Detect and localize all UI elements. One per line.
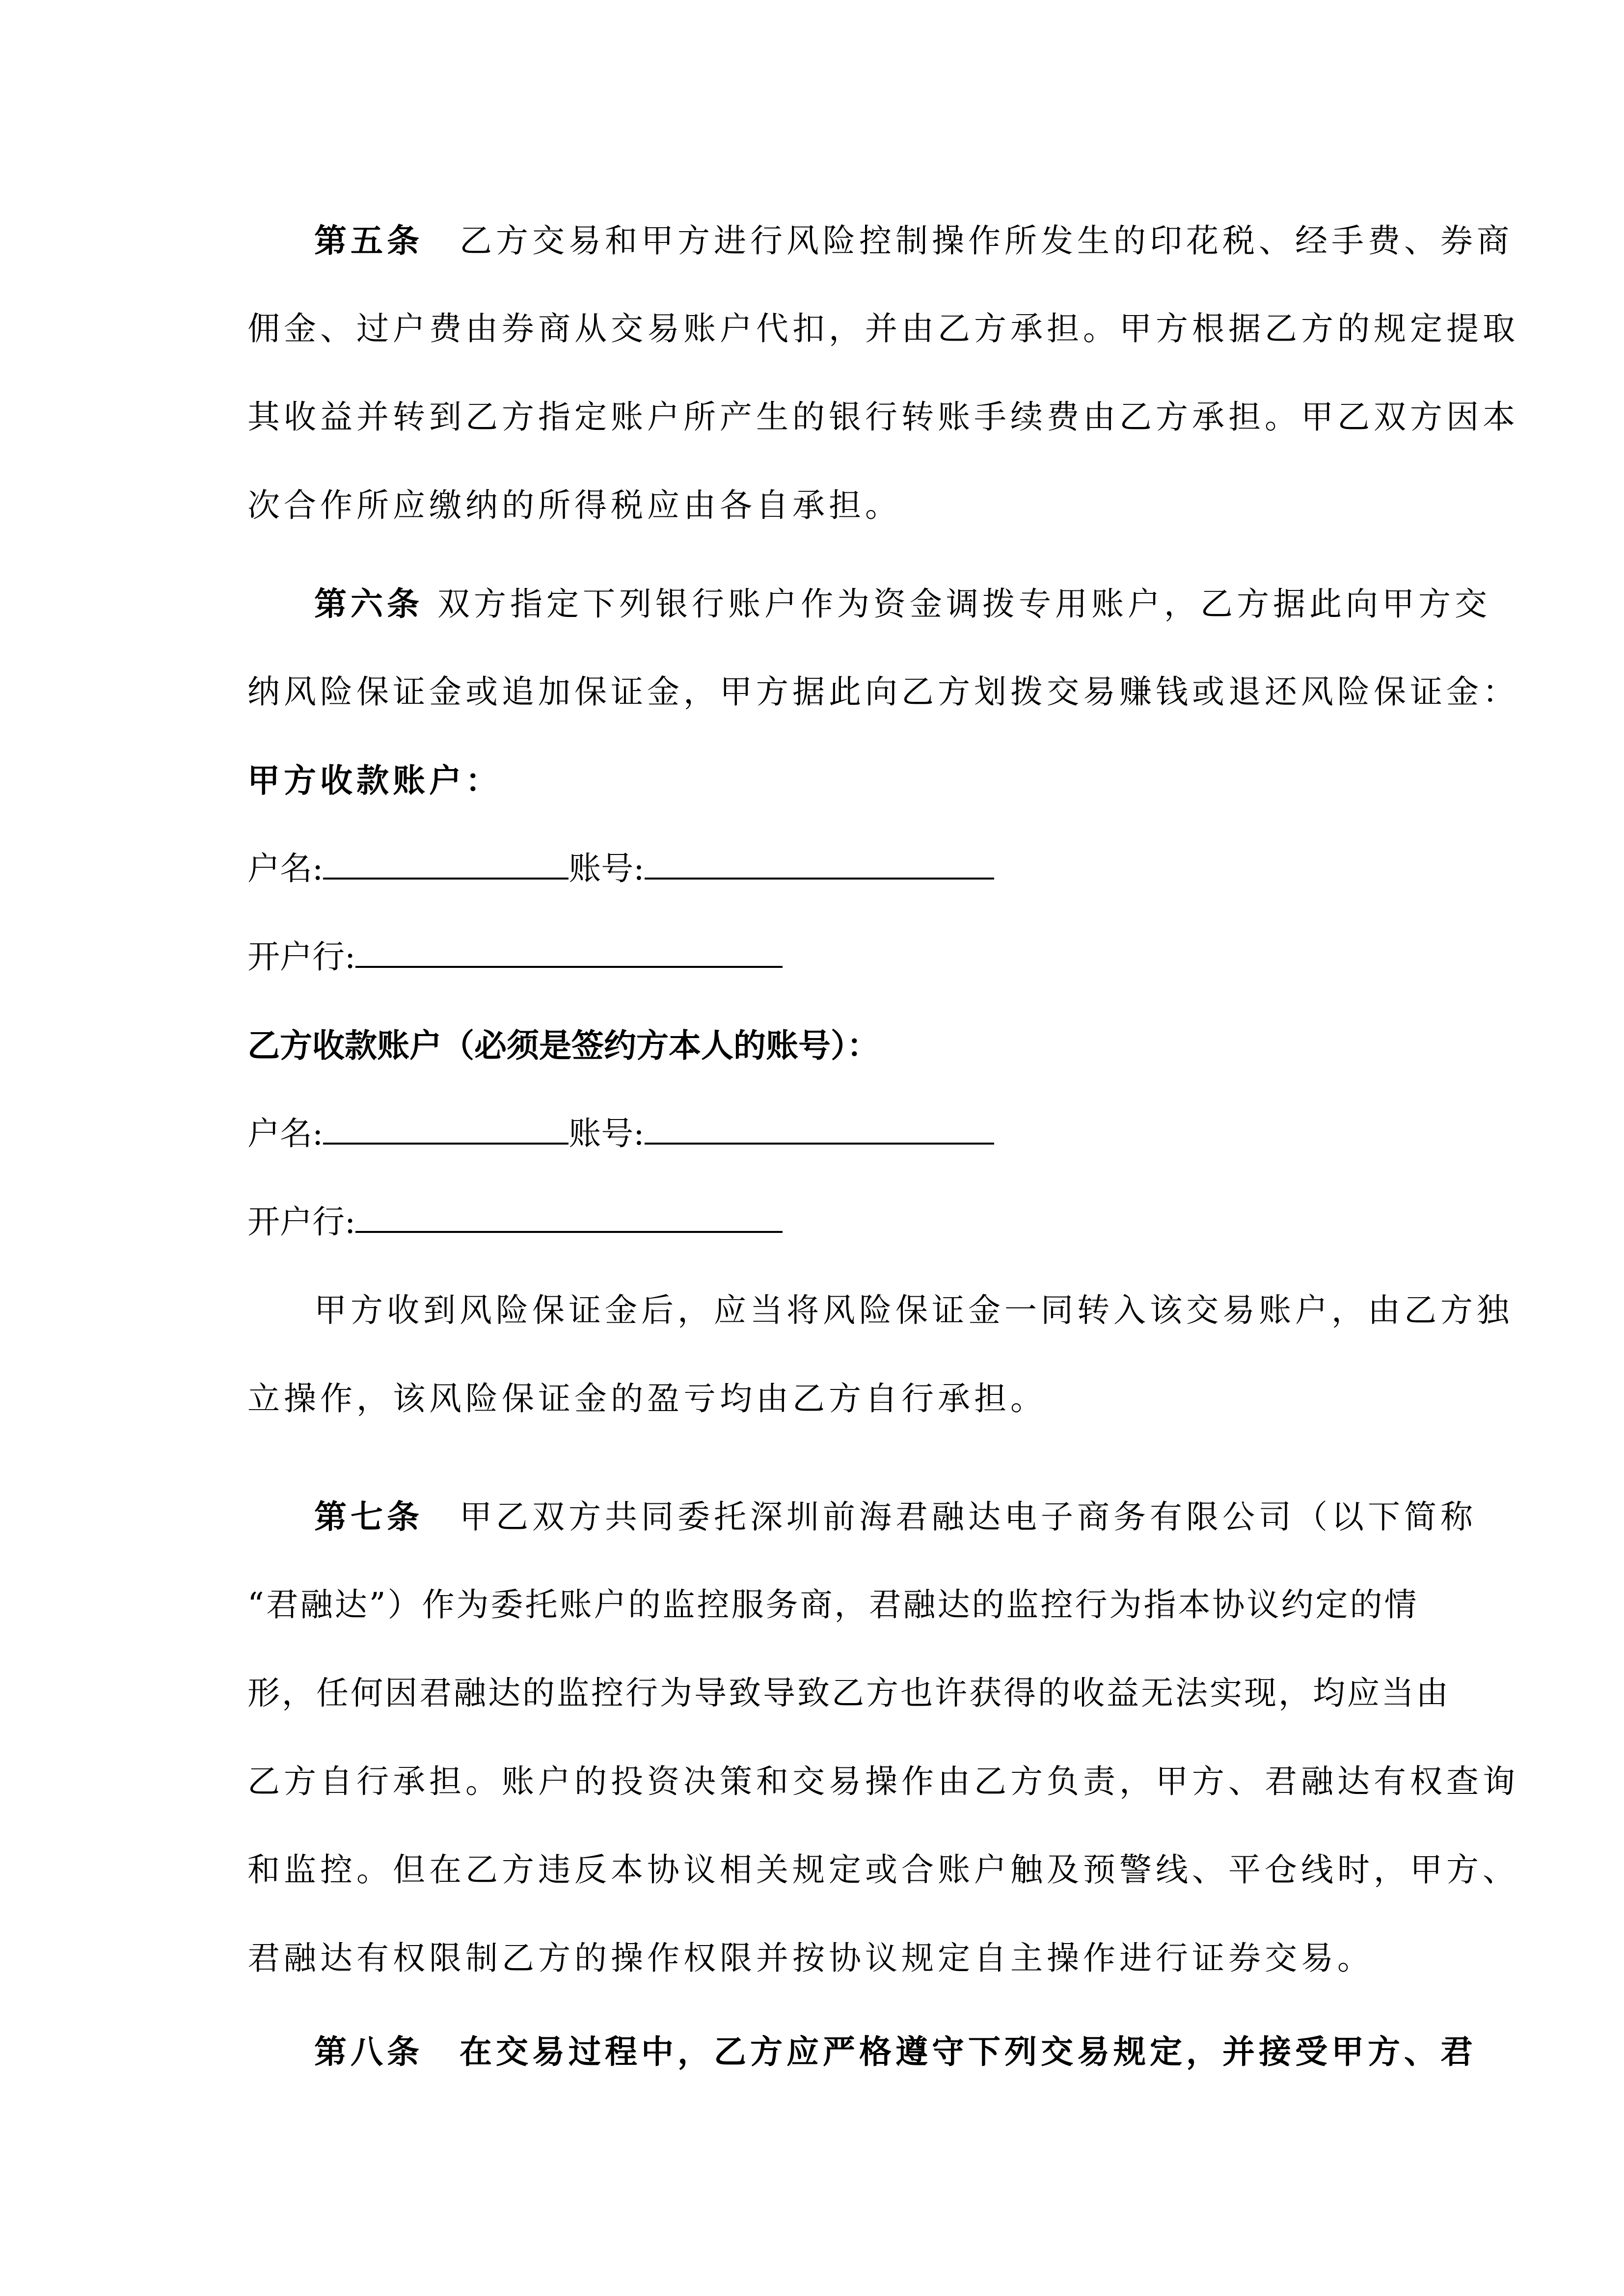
article-5-line-1: 第五条 乙方交易和甲方进行风险控制操作所发生的印花税、经手费、券商 — [314, 221, 1513, 260]
party-b-name-label: 户名: — [247, 1115, 324, 1152]
party-a-name-account-row — [247, 844, 994, 893]
margin-paragraph-line-2: 立操作，该风险保证金的盈亏均由乙方自行承担。 — [247, 1380, 1047, 1417]
party-b-account-label: 账号: — [568, 1115, 645, 1152]
article-6-label: 第六条 — [314, 585, 423, 623]
party-b-name-field[interactable] — [323, 1112, 568, 1145]
article-5-label: 第五条 — [314, 221, 423, 260]
party-a-account-heading: 甲方收款账户： — [247, 761, 502, 800]
party-a-bank-label: 开户行: — [247, 938, 356, 976]
article-8-line-1: 第八条 在交易过程中，乙方应严格遵守下列交易规定，并接受甲方、君 — [314, 2032, 1477, 2071]
article-7-line-1: 第七条 甲乙双方共同委托深圳前海君融达电子商务有限公司（以下简称 — [314, 1497, 1477, 1536]
article-5-line-3: 其收益并转到乙方指定账户所产生的银行转账手续费由乙方承担。甲乙双方因本 — [247, 398, 1519, 436]
party-a-account-label: 账号: — [568, 850, 645, 887]
article-7-line-3: 形，任何因君融达的监控行为导致导致乙方也许获得的收益无法实现，均应当由 — [247, 1674, 1450, 1712]
article-5-line-4: 次合作所应缴纳的所得税应由各自承担。 — [247, 486, 901, 524]
party-a-bank-row — [247, 933, 783, 982]
article-7-line-4: 乙方自行承担。账户的投资决策和交易操作由乙方负责，甲方、君融达有权查询 — [247, 1762, 1519, 1800]
margin-paragraph-line-1: 甲方收到风险保证金后，应当将风险保证金一同转入该交易账户，由乙方独 — [314, 1291, 1513, 1329]
party-b-account-heading: 乙方收款账户（必须是签约方本人的账号）： — [247, 1026, 879, 1065]
article-8-label: 第八条 — [314, 2032, 423, 2071]
article-6-line-2: 纳风险保证金或追加保证金，甲方据此向乙方划拨交易赚钱或退还风险保证金： — [247, 673, 1519, 711]
article-7-line-2: “君融达”）作为委托账户的监控服务商，君融达的监控行为指本协议约定的情 — [247, 1586, 1419, 1624]
party-a-account-field[interactable] — [645, 847, 994, 880]
party-a-name-field[interactable] — [323, 847, 568, 880]
party-a-name-label: 户名: — [247, 850, 324, 887]
article-7-line-6: 君融达有权限制乙方的操作权限并按协议规定自主操作进行证券交易。 — [247, 1939, 1374, 1977]
article-7-line-5: 和监控。但在乙方违反本协议相关规定或合账户触及预警线、平仓线时，甲方、 — [247, 1851, 1519, 1889]
article-6-line-1: 第六条 双方指定下列银行账户作为资金调拨专用账户，乙方据此向甲方交 — [314, 585, 1491, 623]
party-b-bank-row — [247, 1198, 783, 1247]
article-5-line-2: 佣金、过户费由券商从交易账户代扣，并由乙方承担。甲方根据乙方的规定提取 — [247, 310, 1519, 347]
party-b-account-field[interactable] — [645, 1112, 994, 1145]
party-a-bank-field[interactable] — [355, 935, 783, 968]
party-b-bank-field[interactable] — [355, 1201, 783, 1233]
party-b-bank-label: 开户行: — [247, 1203, 356, 1241]
party-b-name-account-row — [247, 1109, 994, 1158]
article-7-label: 第七条 — [314, 1497, 423, 1536]
